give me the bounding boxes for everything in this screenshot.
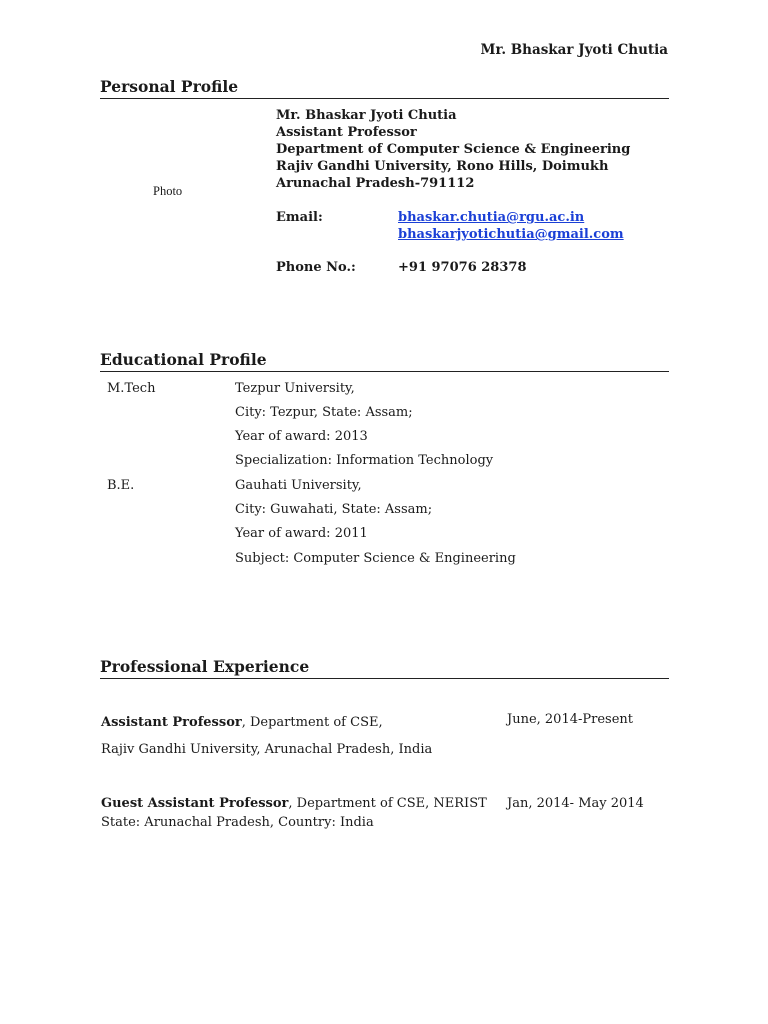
edu-line: City: Guwahati, State: Assam; — [235, 502, 433, 517]
experience-line — [101, 715, 383, 730]
section-title-education: Educational Profile — [100, 350, 669, 372]
phone-label: Phone No.: — [276, 260, 356, 275]
edu-line: Specialization: Information Technology — [235, 453, 494, 468]
experience-date: June, 2014-Present — [507, 712, 634, 727]
edu-line: Year of award: 2013 — [235, 429, 368, 444]
experience-detail: , Department of CSE, NERIST — [288, 796, 487, 811]
edu-line: Gauhati University, — [235, 478, 362, 493]
edu-line: Tezpur University, — [235, 381, 355, 396]
edu-line: Year of award: 2011 — [235, 526, 368, 541]
experience-date: Jan, 2014- May 2014 — [507, 796, 644, 811]
edu-line: Subject: Computer Science & Engineering — [235, 551, 516, 566]
contact-line: Rajiv Gandhi University, Rono Hills, Doimukh — [276, 159, 609, 174]
experience-line2: State: Arunachal Pradesh, Country: India — [101, 815, 374, 830]
email-label: Email: — [276, 210, 323, 225]
email-link-primary[interactable]: bhaskar.chutia@rgu.ac.in — [398, 210, 585, 225]
phone-value: +91 97076 28378 — [398, 260, 527, 275]
contact-block — [276, 107, 630, 192]
email-link-secondary[interactable]: bhaskarjyotichutia@gmail.com — [398, 227, 624, 242]
section-title-personal: Personal Profile — [100, 77, 669, 99]
degree-be: B.E. — [107, 478, 135, 493]
header-name: Mr. Bhaskar Jyoti Chutia — [480, 42, 668, 58]
section-title-experience: Professional Experience — [100, 657, 669, 679]
photo-placeholder: Photo — [153, 184, 183, 198]
contact-line: Mr. Bhaskar Jyoti Chutia — [276, 108, 457, 123]
experience-role: Guest Assistant Professor — [101, 796, 289, 811]
experience-line — [101, 796, 487, 811]
experience-detail: , Department of CSE, — [241, 715, 383, 730]
edu-line: City: Tezpur, State: Assam; — [235, 405, 413, 420]
experience-line2: Rajiv Gandhi University, Arunachal Pradesh, India — [101, 742, 433, 757]
contact-line: Assistant Professor — [276, 125, 417, 140]
contact-line: Arunachal Pradesh-791112 — [276, 176, 475, 191]
degree-mtech: M.Tech — [107, 381, 156, 396]
contact-line: Department of Computer Science & Engineering — [276, 142, 631, 157]
experience-role: Assistant Professor — [101, 715, 242, 730]
